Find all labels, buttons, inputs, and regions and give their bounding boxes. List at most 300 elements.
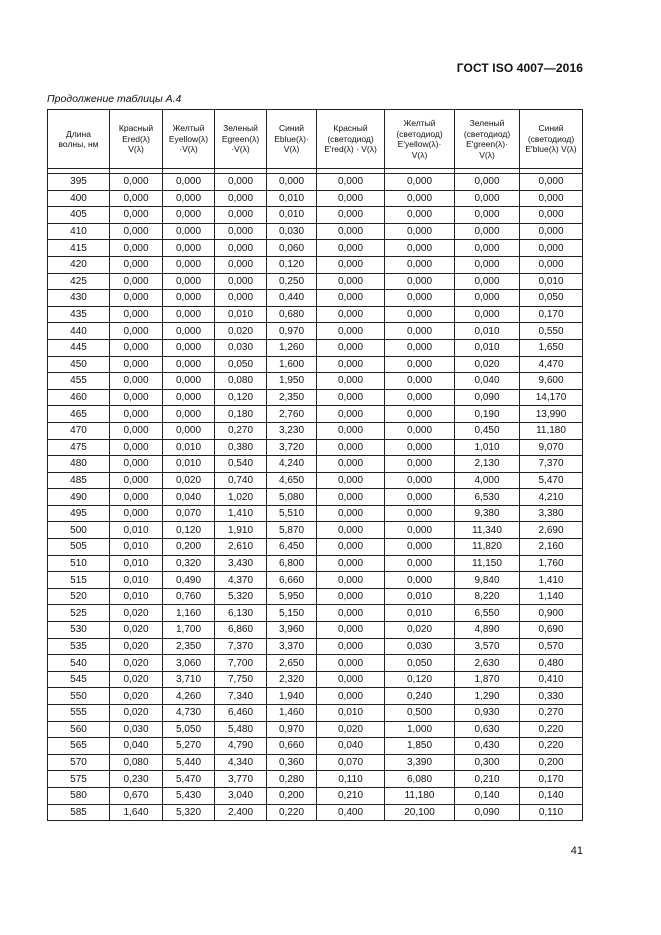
table-row bbox=[48, 771, 583, 788]
value-cell: 8,220 bbox=[455, 588, 520, 605]
value-cell: 0,930 bbox=[455, 705, 520, 722]
value-cell: 0,000 bbox=[110, 373, 163, 390]
wavelength-cell: 545 bbox=[48, 671, 110, 688]
value-cell: 4,210 bbox=[520, 489, 583, 506]
value-cell: 0,010 bbox=[267, 207, 317, 224]
value-cell: 0,010 bbox=[317, 705, 385, 722]
value-cell: 0,280 bbox=[267, 771, 317, 788]
value-cell: 0,140 bbox=[520, 787, 583, 804]
value-cell: 0,000 bbox=[317, 472, 385, 489]
table-row bbox=[48, 306, 583, 323]
value-cell: 0,000 bbox=[163, 223, 215, 240]
value-cell: 0,170 bbox=[520, 771, 583, 788]
value-cell: 0,000 bbox=[317, 406, 385, 423]
value-cell: 0,000 bbox=[163, 174, 215, 191]
value-cell: 6,550 bbox=[455, 605, 520, 622]
value-cell: 3,370 bbox=[267, 638, 317, 655]
value-cell: 0,000 bbox=[110, 240, 163, 257]
value-cell: 0,000 bbox=[163, 240, 215, 257]
value-cell: 0,000 bbox=[317, 688, 385, 705]
value-cell: 0,000 bbox=[215, 190, 267, 207]
value-cell: 2,610 bbox=[215, 539, 267, 556]
value-cell: 0,000 bbox=[317, 306, 385, 323]
value-cell: 0,000 bbox=[317, 439, 385, 456]
value-cell: 0,020 bbox=[215, 323, 267, 340]
value-cell: 1,760 bbox=[520, 555, 583, 572]
value-cell: 0,000 bbox=[215, 207, 267, 224]
column-header: Красный Ered(λ) V(λ) bbox=[110, 110, 163, 169]
value-cell: 0,040 bbox=[317, 738, 385, 755]
value-cell: 0,020 bbox=[110, 705, 163, 722]
value-cell: 0,970 bbox=[267, 323, 317, 340]
value-cell: 1,410 bbox=[215, 505, 267, 522]
value-cell: 0,000 bbox=[385, 555, 455, 572]
value-cell: 0,120 bbox=[385, 671, 455, 688]
value-cell: 0,020 bbox=[163, 472, 215, 489]
value-cell: 0,270 bbox=[215, 422, 267, 439]
value-cell: 0,060 bbox=[267, 240, 317, 257]
value-cell: 0,020 bbox=[110, 605, 163, 622]
wavelength-cell: 550 bbox=[48, 688, 110, 705]
value-cell: 9,380 bbox=[455, 505, 520, 522]
table-row bbox=[48, 190, 583, 207]
value-cell: 0,970 bbox=[267, 721, 317, 738]
value-cell: 9,840 bbox=[455, 572, 520, 589]
value-cell: 0,010 bbox=[110, 522, 163, 539]
value-cell: 0,000 bbox=[317, 539, 385, 556]
value-cell: 0,300 bbox=[455, 754, 520, 771]
value-cell: 0,220 bbox=[520, 721, 583, 738]
value-cell: 0,020 bbox=[455, 356, 520, 373]
value-cell: 7,700 bbox=[215, 655, 267, 672]
wavelength-cell: 570 bbox=[48, 754, 110, 771]
value-cell: 0,210 bbox=[455, 771, 520, 788]
value-cell: 2,650 bbox=[267, 655, 317, 672]
value-cell: 0,000 bbox=[215, 174, 267, 191]
value-cell: 2,350 bbox=[163, 638, 215, 655]
value-cell: 6,660 bbox=[267, 572, 317, 589]
document-code: ГОСТ ISO 4007—2016 bbox=[456, 61, 583, 75]
value-cell: 0,010 bbox=[110, 539, 163, 556]
column-header: Красный (светодиод) E'red(λ) · V(λ) bbox=[317, 110, 385, 169]
value-cell: 0,000 bbox=[110, 472, 163, 489]
wavelength-cell: 455 bbox=[48, 373, 110, 390]
value-cell: 0,760 bbox=[163, 588, 215, 605]
table-row bbox=[48, 605, 583, 622]
value-cell: 4,240 bbox=[267, 456, 317, 473]
value-cell: 0,000 bbox=[110, 439, 163, 456]
value-cell: 0,010 bbox=[215, 306, 267, 323]
value-cell: 0,200 bbox=[520, 754, 583, 771]
value-cell: 1,410 bbox=[520, 572, 583, 589]
value-cell: 0,680 bbox=[267, 306, 317, 323]
value-cell: 0,000 bbox=[385, 306, 455, 323]
value-cell: 0,050 bbox=[215, 356, 267, 373]
value-cell: 0,900 bbox=[520, 605, 583, 622]
value-cell: 0,570 bbox=[520, 638, 583, 655]
table-row bbox=[48, 572, 583, 589]
value-cell: 0,000 bbox=[163, 190, 215, 207]
table-row bbox=[48, 738, 583, 755]
value-cell: 7,370 bbox=[215, 638, 267, 655]
value-cell: 3,770 bbox=[215, 771, 267, 788]
value-cell: 0,320 bbox=[163, 555, 215, 572]
value-cell: 0,010 bbox=[520, 273, 583, 290]
table-row bbox=[48, 705, 583, 722]
value-cell: 0,000 bbox=[317, 489, 385, 506]
value-cell: 1,010 bbox=[455, 439, 520, 456]
value-cell: 1,700 bbox=[163, 622, 215, 639]
value-cell: 0,000 bbox=[385, 456, 455, 473]
wavelength-cell: 535 bbox=[48, 638, 110, 655]
table-row bbox=[48, 588, 583, 605]
table-row bbox=[48, 655, 583, 672]
value-cell: 0,000 bbox=[110, 174, 163, 191]
value-cell: 2,630 bbox=[455, 655, 520, 672]
wavelength-cell: 495 bbox=[48, 505, 110, 522]
value-cell: 0,090 bbox=[455, 804, 520, 821]
table-row bbox=[48, 273, 583, 290]
wavelength-cell: 520 bbox=[48, 588, 110, 605]
value-cell: 0,040 bbox=[110, 738, 163, 755]
wavelength-cell: 490 bbox=[48, 489, 110, 506]
value-cell: 5,430 bbox=[163, 787, 215, 804]
table-row bbox=[48, 787, 583, 804]
wavelength-cell: 530 bbox=[48, 622, 110, 639]
value-cell: 0,120 bbox=[215, 389, 267, 406]
value-cell: 0,230 bbox=[110, 771, 163, 788]
value-cell: 1,020 bbox=[215, 489, 267, 506]
table-row bbox=[48, 240, 583, 257]
value-cell: 1,950 bbox=[267, 373, 317, 390]
value-cell: 3,960 bbox=[267, 622, 317, 639]
value-cell: 0,000 bbox=[385, 256, 455, 273]
value-cell: 4,890 bbox=[455, 622, 520, 639]
value-cell: 0,000 bbox=[385, 572, 455, 589]
value-cell: 6,530 bbox=[455, 489, 520, 506]
value-cell: 0,000 bbox=[163, 273, 215, 290]
value-cell: 0,000 bbox=[520, 190, 583, 207]
value-cell: 0,000 bbox=[317, 622, 385, 639]
value-cell: 0,010 bbox=[385, 588, 455, 605]
table-row bbox=[48, 555, 583, 572]
value-cell: 0,180 bbox=[215, 406, 267, 423]
value-cell: 0,500 bbox=[385, 705, 455, 722]
value-cell: 9,070 bbox=[520, 439, 583, 456]
column-header: Желтый Eyellow(λ) ·V(λ) bbox=[163, 110, 215, 169]
value-cell: 5,320 bbox=[215, 588, 267, 605]
value-cell: 0,000 bbox=[385, 223, 455, 240]
value-cell: 0,000 bbox=[163, 373, 215, 390]
value-cell: 0,000 bbox=[317, 572, 385, 589]
value-cell: 0,000 bbox=[385, 472, 455, 489]
value-cell: 0,000 bbox=[520, 223, 583, 240]
value-cell: 1,940 bbox=[267, 688, 317, 705]
value-cell: 0,000 bbox=[385, 190, 455, 207]
table-row bbox=[48, 456, 583, 473]
value-cell: 0,000 bbox=[110, 456, 163, 473]
value-cell: 11,180 bbox=[520, 422, 583, 439]
table-row bbox=[48, 323, 583, 340]
value-cell: 0,440 bbox=[267, 290, 317, 307]
value-cell: 0,000 bbox=[215, 290, 267, 307]
value-cell: 0,080 bbox=[215, 373, 267, 390]
value-cell: 9,600 bbox=[520, 373, 583, 390]
value-cell: 0,030 bbox=[267, 223, 317, 240]
value-cell: 5,050 bbox=[163, 721, 215, 738]
value-cell: 0,000 bbox=[385, 373, 455, 390]
wavelength-cell: 445 bbox=[48, 339, 110, 356]
value-cell: 4,730 bbox=[163, 705, 215, 722]
value-cell: 1,460 bbox=[267, 705, 317, 722]
value-cell: 0,000 bbox=[110, 290, 163, 307]
value-cell: 0,190 bbox=[455, 406, 520, 423]
table-row bbox=[48, 489, 583, 506]
value-cell: 0,000 bbox=[385, 439, 455, 456]
value-cell: 0,000 bbox=[110, 489, 163, 506]
value-cell: 5,320 bbox=[163, 804, 215, 821]
value-cell: 0,000 bbox=[317, 456, 385, 473]
page-number: 41 bbox=[570, 845, 583, 857]
value-cell: 0,010 bbox=[110, 572, 163, 589]
table-row bbox=[48, 256, 583, 273]
value-cell: 0,050 bbox=[385, 655, 455, 672]
table-row bbox=[48, 505, 583, 522]
wavelength-cell: 430 bbox=[48, 290, 110, 307]
value-cell: 3,430 bbox=[215, 555, 267, 572]
table-caption: Продолжение таблицы А.4 bbox=[47, 93, 182, 105]
value-cell: 5,470 bbox=[520, 472, 583, 489]
table-row bbox=[48, 804, 583, 821]
value-cell: 0,110 bbox=[317, 771, 385, 788]
wavelength-cell: 500 bbox=[48, 522, 110, 539]
value-cell: 0,740 bbox=[215, 472, 267, 489]
table-row bbox=[48, 207, 583, 224]
value-cell: 0,000 bbox=[317, 555, 385, 572]
value-cell: 0,140 bbox=[455, 787, 520, 804]
value-cell: 3,380 bbox=[520, 505, 583, 522]
value-cell: 0,000 bbox=[317, 422, 385, 439]
wavelength-cell: 440 bbox=[48, 323, 110, 340]
value-cell: 6,800 bbox=[267, 555, 317, 572]
value-cell: 4,370 bbox=[215, 572, 267, 589]
wavelength-cell: 415 bbox=[48, 240, 110, 257]
value-cell: 0,000 bbox=[163, 323, 215, 340]
value-cell: 3,720 bbox=[267, 439, 317, 456]
value-cell: 0,690 bbox=[520, 622, 583, 639]
value-cell: 7,370 bbox=[520, 456, 583, 473]
value-cell: 0,000 bbox=[110, 323, 163, 340]
value-cell: 0,020 bbox=[385, 622, 455, 639]
value-cell: 5,080 bbox=[267, 489, 317, 506]
value-cell: 0,000 bbox=[520, 240, 583, 257]
value-cell: 0,000 bbox=[385, 273, 455, 290]
value-cell: 0,020 bbox=[110, 655, 163, 672]
value-cell: 0,000 bbox=[317, 655, 385, 672]
value-cell: 0,030 bbox=[110, 721, 163, 738]
table-row bbox=[48, 174, 583, 191]
value-cell: 0,080 bbox=[110, 754, 163, 771]
value-cell: 7,750 bbox=[215, 671, 267, 688]
value-cell: 0,120 bbox=[267, 256, 317, 273]
column-header: Зеленый Egreen(λ) ·V(λ) bbox=[215, 110, 267, 169]
value-cell: 0,020 bbox=[110, 671, 163, 688]
value-cell: 0,270 bbox=[520, 705, 583, 722]
value-cell: 0,000 bbox=[163, 256, 215, 273]
value-cell: 0,000 bbox=[385, 489, 455, 506]
wavelength-cell: 485 bbox=[48, 472, 110, 489]
value-cell: 0,000 bbox=[385, 422, 455, 439]
table-row bbox=[48, 356, 583, 373]
value-cell: 6,130 bbox=[215, 605, 267, 622]
value-cell: 0,000 bbox=[520, 207, 583, 224]
value-cell: 0,000 bbox=[385, 406, 455, 423]
wavelength-cell: 460 bbox=[48, 389, 110, 406]
value-cell: 0,000 bbox=[317, 605, 385, 622]
value-cell: 0,660 bbox=[267, 738, 317, 755]
value-cell: 0,000 bbox=[385, 174, 455, 191]
value-cell: 0,040 bbox=[455, 373, 520, 390]
value-cell: 0,000 bbox=[455, 190, 520, 207]
value-cell: 0,490 bbox=[163, 572, 215, 589]
value-cell: 0,000 bbox=[455, 223, 520, 240]
value-cell: 0,000 bbox=[317, 207, 385, 224]
table-row bbox=[48, 472, 583, 489]
table-body bbox=[48, 174, 583, 821]
value-cell: 5,150 bbox=[267, 605, 317, 622]
value-cell: 0,000 bbox=[317, 323, 385, 340]
value-cell: 5,510 bbox=[267, 505, 317, 522]
table-row bbox=[48, 754, 583, 771]
value-cell: 0,670 bbox=[110, 787, 163, 804]
value-cell: 0,000 bbox=[385, 356, 455, 373]
table-row bbox=[48, 339, 583, 356]
value-cell: 0,010 bbox=[163, 439, 215, 456]
value-cell: 1,650 bbox=[520, 339, 583, 356]
wavelength-cell: 560 bbox=[48, 721, 110, 738]
value-cell: 0,170 bbox=[520, 306, 583, 323]
value-cell: 5,870 bbox=[267, 522, 317, 539]
value-cell: 4,650 bbox=[267, 472, 317, 489]
value-cell: 5,270 bbox=[163, 738, 215, 755]
value-cell: 0,000 bbox=[455, 207, 520, 224]
value-cell: 1,870 bbox=[455, 671, 520, 688]
value-cell: 5,480 bbox=[215, 721, 267, 738]
table-row bbox=[48, 223, 583, 240]
wavelength-cell: 525 bbox=[48, 605, 110, 622]
value-cell: 0,010 bbox=[455, 339, 520, 356]
wavelength-cell: 470 bbox=[48, 422, 110, 439]
value-cell: 0,040 bbox=[163, 489, 215, 506]
table-row bbox=[48, 721, 583, 738]
value-cell: 1,850 bbox=[385, 738, 455, 755]
value-cell: 0,000 bbox=[455, 306, 520, 323]
value-cell: 0,120 bbox=[163, 522, 215, 539]
value-cell: 5,470 bbox=[163, 771, 215, 788]
value-cell: 0,430 bbox=[455, 738, 520, 755]
value-cell: 0,410 bbox=[520, 671, 583, 688]
value-cell: 0,000 bbox=[317, 522, 385, 539]
value-cell: 0,000 bbox=[385, 240, 455, 257]
value-cell: 0,000 bbox=[215, 256, 267, 273]
value-cell: 0,010 bbox=[110, 555, 163, 572]
wavelength-cell: 475 bbox=[48, 439, 110, 456]
value-cell: 0,000 bbox=[385, 339, 455, 356]
value-cell: 11,340 bbox=[455, 522, 520, 539]
value-cell: 0,000 bbox=[317, 588, 385, 605]
column-header: Желтый (светодиод) E'yellow(λ)· V(λ) bbox=[385, 110, 455, 169]
wavelength-cell: 575 bbox=[48, 771, 110, 788]
value-cell: 0,000 bbox=[385, 290, 455, 307]
value-cell: 0,070 bbox=[163, 505, 215, 522]
value-cell: 0,030 bbox=[385, 638, 455, 655]
table-row bbox=[48, 406, 583, 423]
value-cell: 0,360 bbox=[267, 754, 317, 771]
wavelength-cell: 585 bbox=[48, 804, 110, 821]
value-cell: 3,060 bbox=[163, 655, 215, 672]
value-cell: 0,480 bbox=[520, 655, 583, 672]
value-cell: 4,260 bbox=[163, 688, 215, 705]
wavelength-cell: 510 bbox=[48, 555, 110, 572]
value-cell: 0,000 bbox=[455, 273, 520, 290]
value-cell: 0,000 bbox=[267, 174, 317, 191]
value-cell: 1,160 bbox=[163, 605, 215, 622]
value-cell: 0,000 bbox=[317, 240, 385, 257]
value-cell: 0,540 bbox=[215, 456, 267, 473]
wavelength-cell: 395 bbox=[48, 174, 110, 191]
value-cell: 0,000 bbox=[317, 290, 385, 307]
value-cell: 0,000 bbox=[110, 273, 163, 290]
value-cell: 0,010 bbox=[455, 323, 520, 340]
table-row bbox=[48, 422, 583, 439]
wavelength-cell: 435 bbox=[48, 306, 110, 323]
value-cell: 0,000 bbox=[455, 256, 520, 273]
value-cell: 0,000 bbox=[317, 505, 385, 522]
value-cell: 0,000 bbox=[317, 190, 385, 207]
value-cell: 2,690 bbox=[520, 522, 583, 539]
value-cell: 0,220 bbox=[267, 804, 317, 821]
wavelength-cell: 420 bbox=[48, 256, 110, 273]
value-cell: 11,180 bbox=[385, 787, 455, 804]
value-cell: 0,630 bbox=[455, 721, 520, 738]
value-cell: 0,000 bbox=[163, 290, 215, 307]
value-cell: 0,000 bbox=[455, 240, 520, 257]
table-row bbox=[48, 539, 583, 556]
value-cell: 4,340 bbox=[215, 754, 267, 771]
value-cell: 0,000 bbox=[163, 389, 215, 406]
column-header: Зеленый (светодиод) E'green(λ)· V(λ) bbox=[455, 110, 520, 169]
value-cell: 14,170 bbox=[520, 389, 583, 406]
value-cell: 0,000 bbox=[163, 339, 215, 356]
wavelength-cell: 450 bbox=[48, 356, 110, 373]
value-cell: 6,860 bbox=[215, 622, 267, 639]
value-cell: 0,000 bbox=[110, 306, 163, 323]
wavelength-cell: 465 bbox=[48, 406, 110, 423]
wavelength-cell: 515 bbox=[48, 572, 110, 589]
value-cell: 0,000 bbox=[110, 505, 163, 522]
value-cell: 0,210 bbox=[317, 787, 385, 804]
value-cell: 0,000 bbox=[215, 240, 267, 257]
value-cell: 0,000 bbox=[110, 207, 163, 224]
value-cell: 0,550 bbox=[520, 323, 583, 340]
value-cell: 0,000 bbox=[110, 339, 163, 356]
table-row bbox=[48, 671, 583, 688]
table-row bbox=[48, 622, 583, 639]
value-cell: 3,040 bbox=[215, 787, 267, 804]
wavelength-cell: 425 bbox=[48, 273, 110, 290]
wavelength-cell: 565 bbox=[48, 738, 110, 755]
value-cell: 0,000 bbox=[163, 406, 215, 423]
